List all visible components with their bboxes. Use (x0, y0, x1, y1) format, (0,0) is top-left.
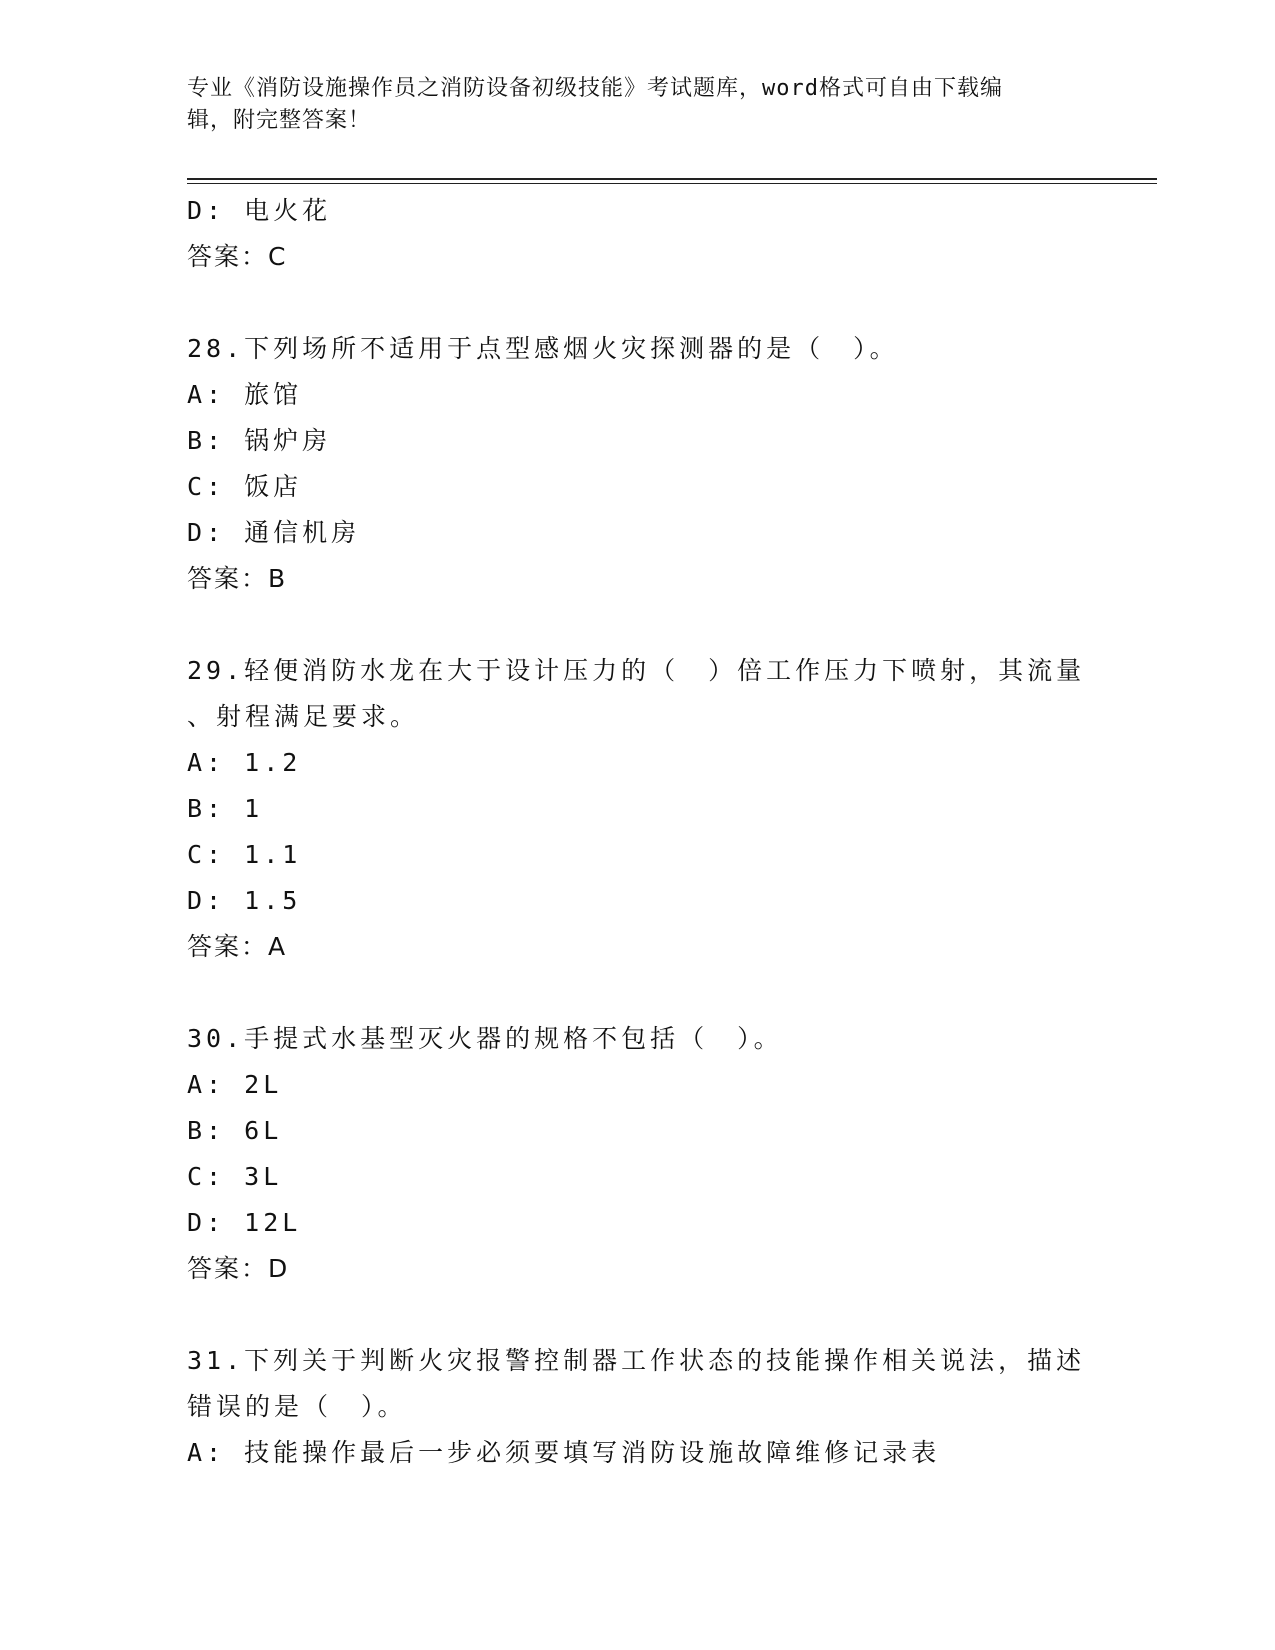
option-b: B: 6L (187, 1116, 283, 1145)
question-30 (187, 1016, 1087, 1292)
option-a: A: 2L (187, 1070, 283, 1099)
header-line-2: 辑，附完整答案！ (187, 108, 372, 133)
question-stem-line-2: 、射程满足要求。 (187, 702, 420, 731)
option-c: C: 饭店 (187, 472, 303, 501)
header-line-1: 专业《消防设施操作员之消防设备初级技能》考试题库，word格式可自由下载编 (187, 76, 1003, 101)
question-stem-line-2: 错误的是（ ）。 (187, 1392, 407, 1421)
question-stem: 30.手提式水基型灭火器的规格不包括（ ）。 (187, 1024, 783, 1053)
question-31 (187, 1338, 1087, 1476)
prev-answer: 答案：C (187, 242, 288, 271)
answer: 答案：B (187, 564, 288, 593)
option-b: B: 锅炉房 (187, 426, 332, 455)
spacer (187, 280, 1087, 326)
option-a: A: 1.2 (187, 748, 302, 777)
spacer (187, 1292, 1087, 1338)
option-c: C: 3L (187, 1162, 283, 1191)
question-28 (187, 326, 1087, 602)
header-divider-thin (187, 183, 1157, 184)
option-d: D: 通信机房 (187, 518, 361, 547)
option-d: D: 1.5 (187, 886, 302, 915)
question-stem-line-1: 29.轻便消防水龙在大于设计压力的（ ）倍工作压力下喷射，其流量 (187, 656, 1086, 685)
header-divider-thick (187, 178, 1157, 180)
option-b: B: 1 (187, 794, 264, 823)
spacer (187, 602, 1087, 648)
answer: 答案：D (187, 1254, 290, 1283)
question-29 (187, 648, 1087, 970)
option-c: C: 1.1 (187, 840, 302, 869)
question-stem-line-1: 31.下列关于判断火灾报警控制器工作状态的技能操作相关说法，描述 (187, 1346, 1086, 1375)
question-content (187, 188, 1087, 1476)
question-stem: 28.下列场所不适用于点型感烟火灾探测器的是（ ）。 (187, 334, 899, 363)
option-d: D: 12L (187, 1208, 302, 1237)
option-a: A: 技能操作最后一步必须要填写消防设施故障维修记录表 (187, 1438, 941, 1467)
prev-option-d: D: 电火花 (187, 196, 332, 225)
option-a: A: 旅馆 (187, 380, 303, 409)
spacer (187, 970, 1087, 1016)
document-header (187, 73, 1067, 137)
answer: 答案：A (187, 932, 288, 961)
